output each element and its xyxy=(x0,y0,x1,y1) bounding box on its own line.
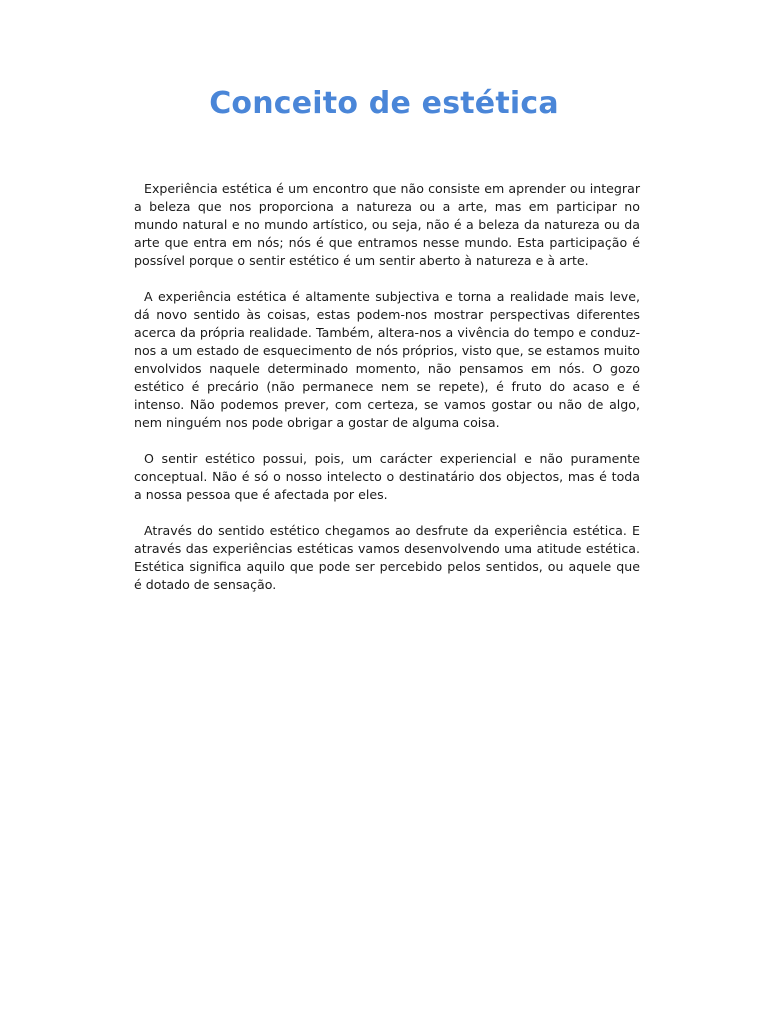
paragraph: Experiência estética é um encontro que não consiste em aprender ou integrar a beleza que nos proporciona a natureza ou a arte, mas em participar no mundo natural e no mundo artístico, ou seja, não é a beleza da natureza ou da arte que entra em nós; nós é que entramos nesse mundo. Esta participação é possível porque o sentir estético é um sentir aberto à natureza e à arte. xyxy=(134,181,640,268)
paragraph: Através do sentido estético chegamos ao desfrute da experiência estética. E através das experiências estéticas vamos desenvolvendo uma atitude estética. Estética significa aquilo que pode ser percebido pelos sentidos, ou aquele que é dotado de sensação. xyxy=(134,523,640,592)
document-body xyxy=(134,180,640,612)
paragraph: A experiência estética é altamente subjectiva e torna a realidade mais leve, dá novo sentido às coisas, estas podem-nos mostrar perspectivas diferentes acerca da própria realidade. Também, altera-nos a vivência do tempo e conduz-nos a um estado de esquecimento de nós próprios, visto que, se estamos muito envolvidos naquele determinado momento, não pensamos em nós. O gozo estético é precário (não permanece nem se repete), é fruto do acaso e é intenso. Não podemos prever, com certeza, se vamos gostar ou não de algo, nem ninguém nos pode obrigar a gostar de alguma coisa. xyxy=(134,289,640,430)
paragraph: O sentir estético possui, pois, um carácter experiencial e não puramente conceptual. Não é só o nosso intelecto o destinatário dos objectos, mas é toda a nossa pessoa que é afectada por eles. xyxy=(134,451,640,502)
page-title: Conceito de estética xyxy=(209,86,559,121)
